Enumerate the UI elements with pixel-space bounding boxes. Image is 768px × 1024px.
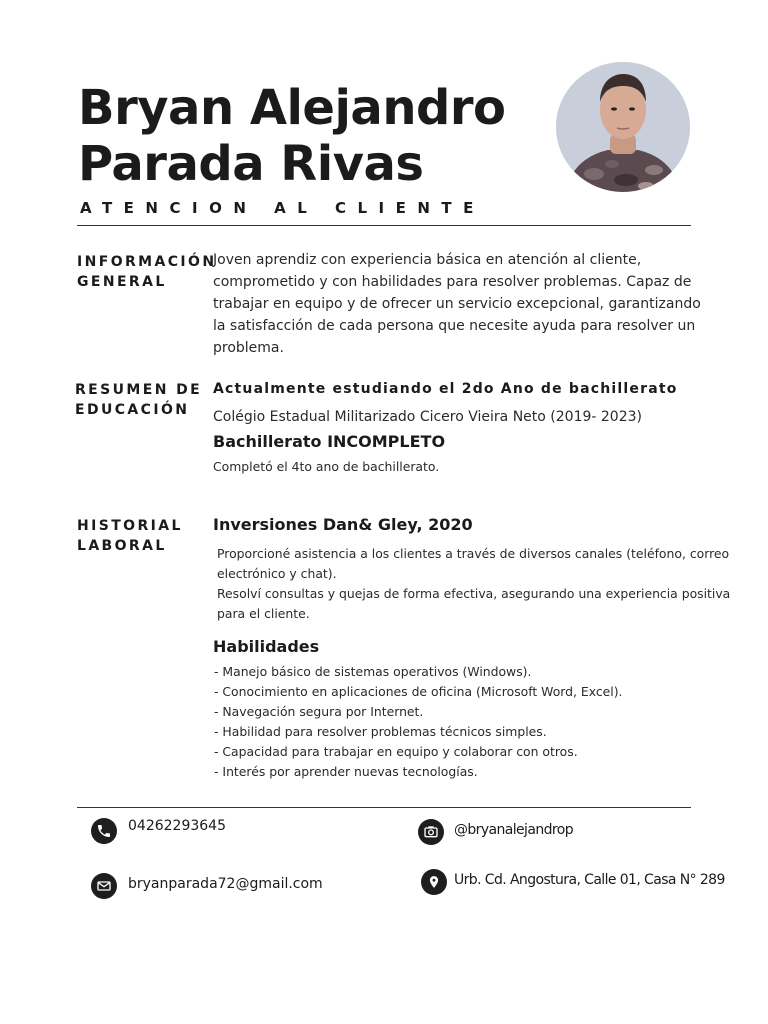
- header-divider: [77, 225, 691, 226]
- name-line-2: Parada Rivas: [78, 136, 424, 192]
- general-text-line: comprometido y con habilidades para resolver problemas. Capaz de: [213, 274, 692, 290]
- home-address: Urb. Cd. Angostura, Calle 01, Casa N° 289: [454, 872, 725, 888]
- email-address[interactable]: bryanparada72@gmail.com: [128, 876, 323, 892]
- work-history-heading: HISTORIAL LABORAL: [77, 518, 183, 554]
- education-school: Colégio Estadual Militarizado Cicero Vieira Neto (2019- 2023): [213, 409, 642, 425]
- general-info-heading: INFORMACIÓN GENERAL: [77, 254, 217, 290]
- full-name: [78, 80, 548, 192]
- name-line-1: Bryan Alejandro: [78, 80, 506, 136]
- location-pin-icon: [421, 869, 447, 895]
- general-info-text: [213, 249, 713, 359]
- skills-title: Habilidades: [213, 637, 320, 656]
- general-text-line: la satisfacción de cada persona que necesite ayuda para resolver un: [213, 318, 696, 334]
- skills-list: [214, 662, 623, 782]
- skill-item: - Interés por aprender nuevas tecnologías.: [214, 764, 478, 779]
- education-note: Completó el 4to ano de bachillerato.: [213, 459, 440, 474]
- skill-item: - Capacidad para trabajar en equipo y colaborar con otros.: [214, 744, 578, 759]
- camera-icon: [418, 819, 444, 845]
- social-handle[interactable]: @bryanalejandrop: [454, 822, 573, 838]
- job-desc-line: electrónico y chat).: [217, 566, 337, 581]
- job-desc-line: para el cliente.: [217, 606, 310, 621]
- job-description: [217, 544, 747, 624]
- job-desc-line: Proporcioné asistencia a los clientes a través de diversos canales (teléfono, correo: [217, 546, 730, 561]
- education-degree: Bachillerato INCOMPLETO: [213, 432, 446, 451]
- education-status: Actualmente estudiando el 2do Ano de bachillerato: [213, 381, 678, 397]
- footer-divider: [77, 807, 691, 808]
- phone-icon: [91, 818, 117, 844]
- skill-item: - Habilidad para resolver problemas técnicos simples.: [214, 724, 547, 739]
- skill-item: - Conocimiento en aplicaciones de oficina (Microsoft Word, Excel).: [214, 684, 623, 699]
- education-heading: RESUMEN DE EDUCACIÓN: [75, 382, 203, 418]
- phone-number[interactable]: 04262293645: [128, 818, 226, 834]
- general-text-line: trabajar en equipo y de ofrecer un servicio excepcional, garantizando: [213, 296, 701, 312]
- skill-item: - Manejo básico de sistemas operativos (Windows).: [214, 664, 532, 679]
- job-desc-line: Resolví consultas y quejas de forma efectiva, asegurando una experiencia positiva: [217, 586, 731, 601]
- general-text-line: problema.: [213, 340, 284, 356]
- general-text-line: Joven aprendiz con experiencia básica en atención al cliente,: [213, 252, 642, 268]
- mail-icon: [91, 873, 117, 899]
- job-role-title: ATENCION AL CLIENTE: [80, 199, 485, 217]
- job-title: Inversiones Dan& Gley, 2020: [213, 515, 473, 534]
- skill-item: - Navegación segura por Internet.: [214, 704, 424, 719]
- profile-photo: [556, 62, 690, 192]
